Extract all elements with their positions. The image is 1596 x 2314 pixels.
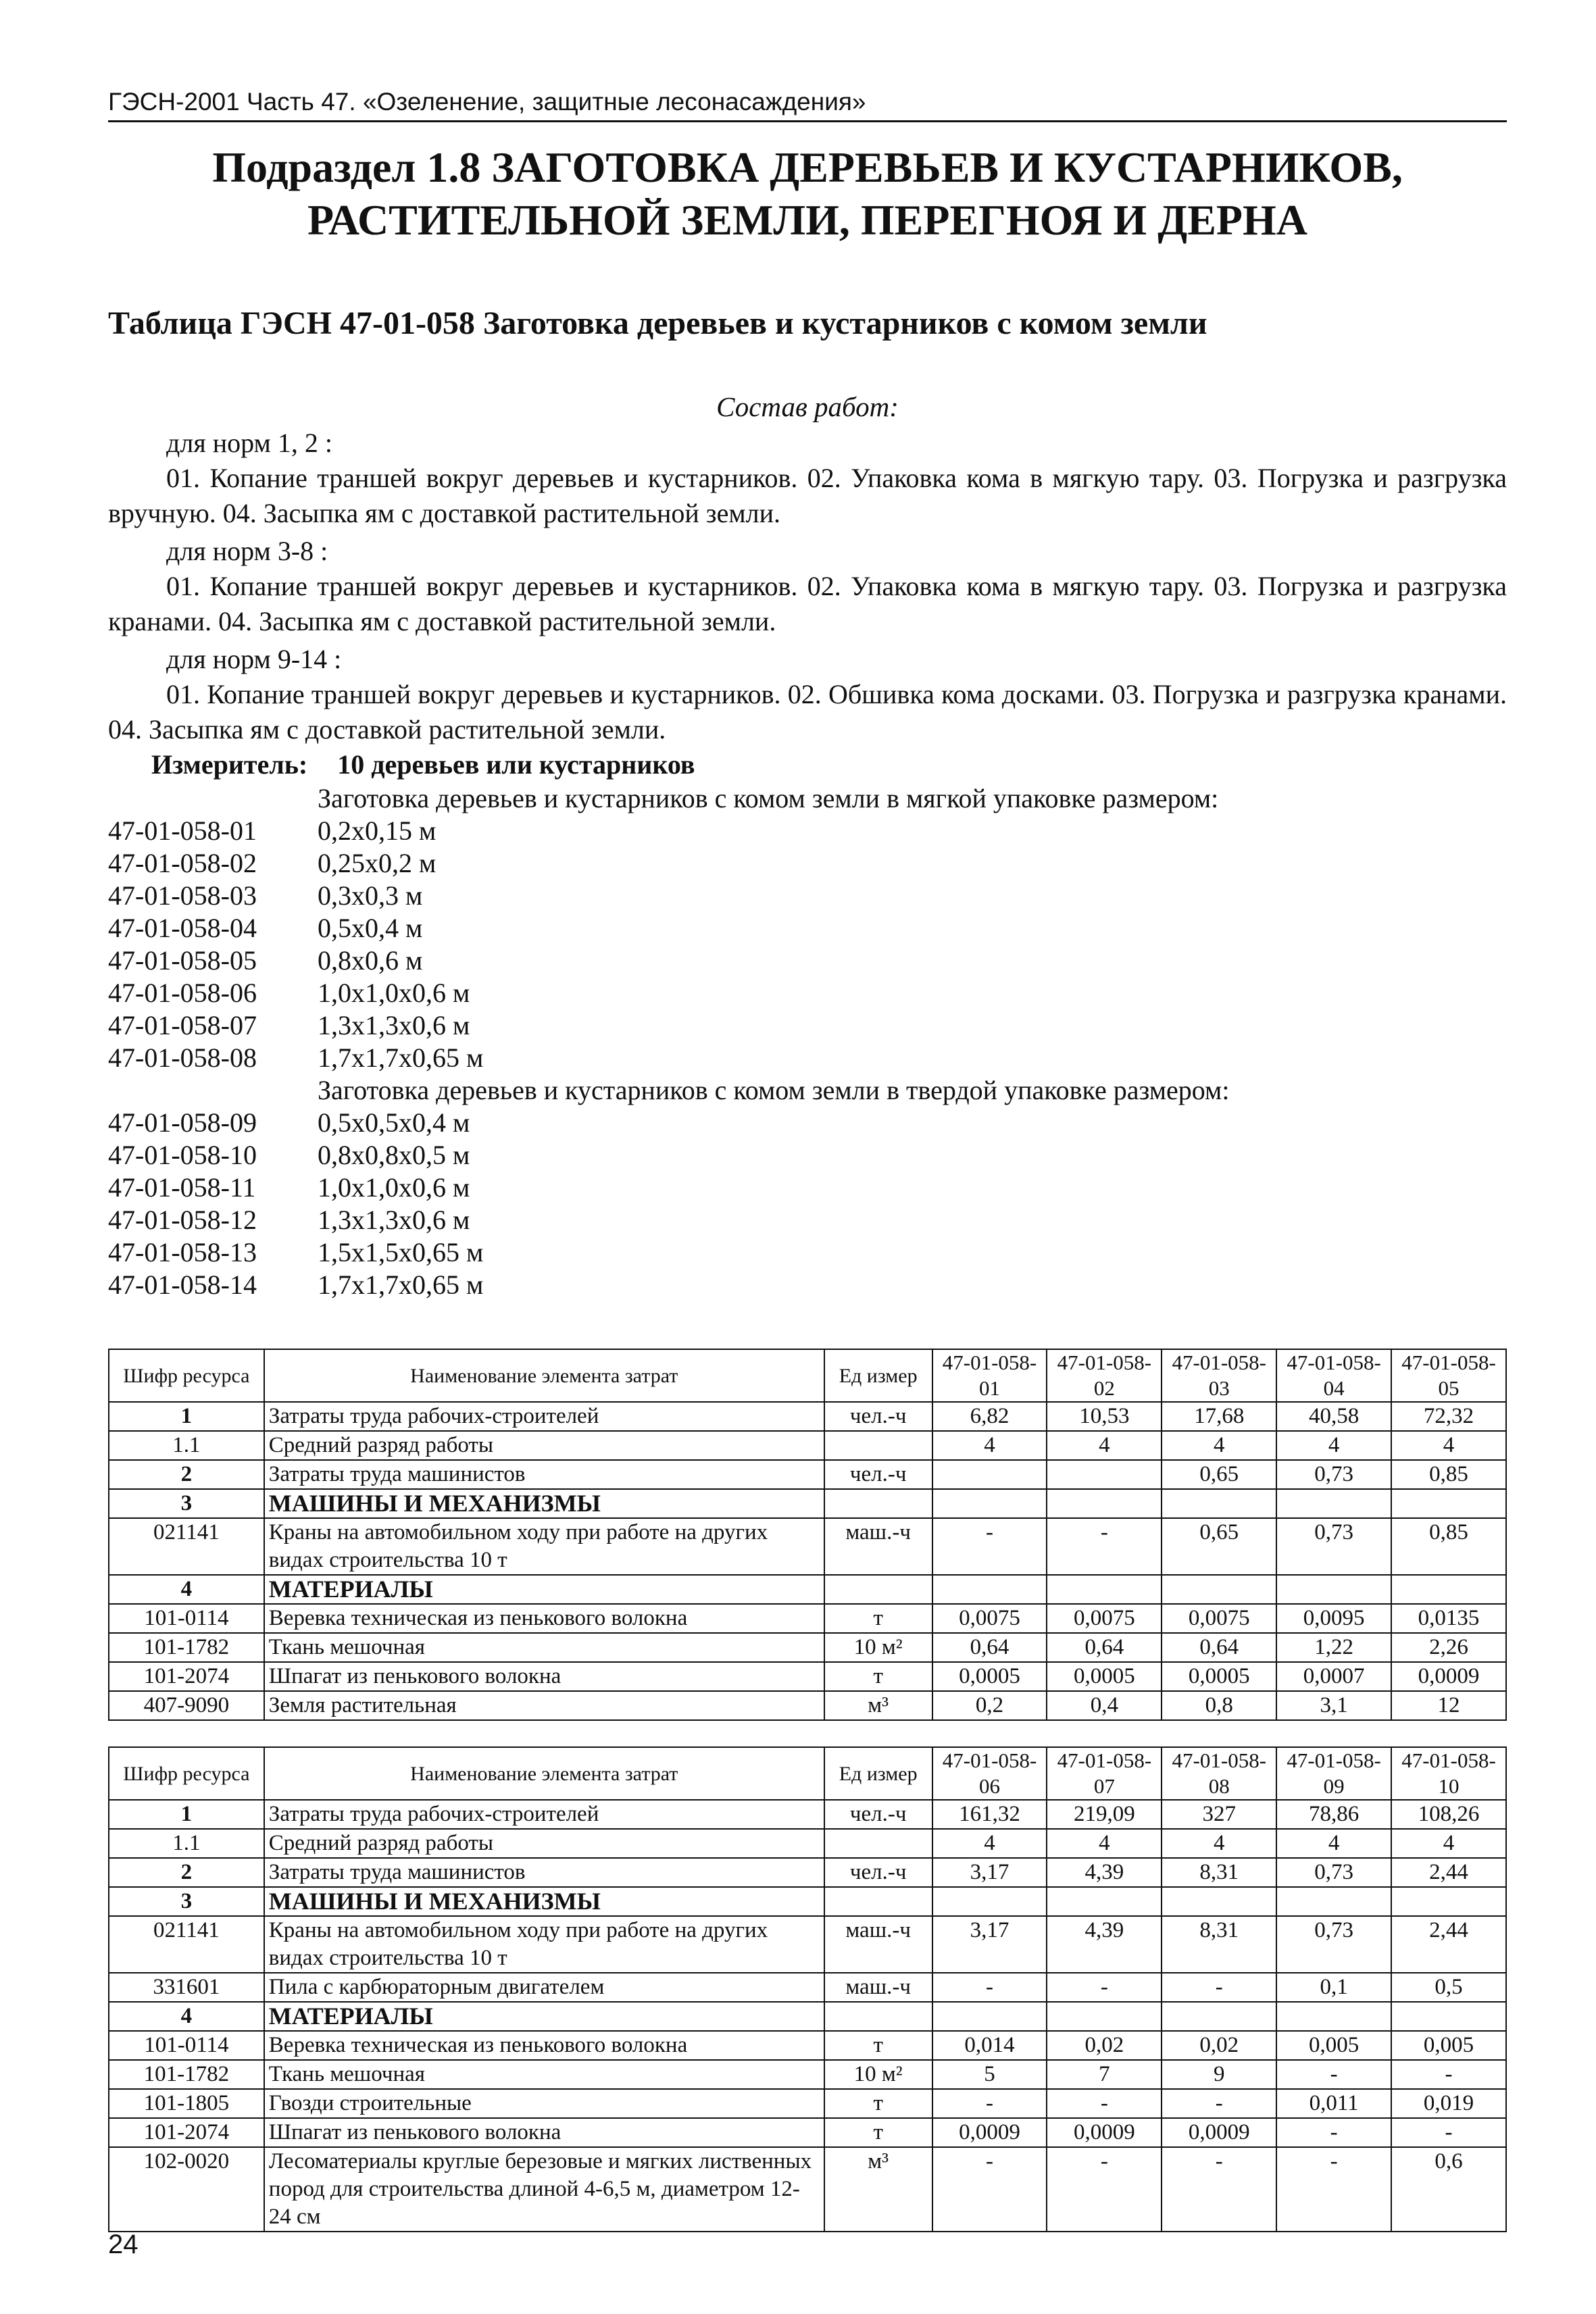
resource-unit: маш.-ч — [824, 1916, 932, 1973]
resource-unit: м³ — [824, 2147, 932, 2232]
resource-value: 17,68 — [1162, 1402, 1276, 1431]
table-row — [109, 1633, 1506, 1662]
norm-code-row — [108, 1009, 1507, 1042]
resource-value: - — [1276, 2118, 1391, 2147]
subsection-title-line-1: Подраздел 1.8 ЗАГОТОВКА ДЕРЕВЬЕВ И КУСТАРНИКОВ, — [212, 143, 1403, 191]
resource-value: 0,85 — [1391, 1518, 1506, 1575]
norm-code-row — [108, 815, 1507, 847]
resource-value: - — [932, 1973, 1047, 2002]
norm-size: 1,0х1,0х0,6 м — [318, 1172, 470, 1203]
norm-size: 1,7х1,7х0,65 м — [318, 1269, 484, 1300]
resource-unit — [824, 1829, 932, 1858]
resource-value: 8,31 — [1162, 1916, 1276, 1973]
resource-value: 78,86 — [1276, 1800, 1391, 1829]
resource-value: 8,31 — [1162, 1858, 1276, 1887]
resource-value: 0,65 — [1162, 1518, 1276, 1575]
resource-value: 0,0005 — [1162, 1662, 1276, 1691]
resource-code: 021141 — [109, 1518, 264, 1575]
resource-value: 0,02 — [1047, 2031, 1162, 2060]
resource-value: - — [1162, 1973, 1276, 2002]
resource-value — [1047, 2002, 1162, 2031]
resource-code: 102-0020 — [109, 2147, 264, 2232]
resource-value: 0,02 — [1162, 2031, 1276, 2060]
table-row — [109, 1662, 1506, 1691]
resource-code: 1 — [109, 1402, 264, 1431]
norm-code: 47-01-058-01 — [108, 815, 257, 846]
resource-name: Шпагат из пенькового волокна — [264, 2118, 824, 2147]
resource-value: 12 — [1391, 1691, 1506, 1720]
resource-name: Веревка техническая из пенькового волокна — [264, 2031, 824, 2060]
resource-value: 9 — [1162, 2060, 1276, 2089]
norm-size: 0,25х0,2 м — [318, 848, 437, 878]
header-norm: 47-01-058-09 — [1276, 1747, 1391, 1800]
resource-value — [1047, 1489, 1162, 1518]
resource-value — [1047, 1460, 1162, 1489]
resource-value: 72,32 — [1391, 1402, 1506, 1431]
resource-value: 2,26 — [1391, 1633, 1506, 1662]
resource-value: 0,5 — [1391, 1973, 1506, 2002]
resource-value: 0,0009 — [1391, 1662, 1506, 1691]
norm-code-row — [108, 1107, 1507, 1139]
resource-name: Затраты труда машинистов — [264, 1460, 824, 1489]
norm-code: 47-01-058-03 — [108, 880, 257, 911]
resource-code: 101-2074 — [109, 1662, 264, 1691]
norm-code: 47-01-058-12 — [108, 1205, 257, 1235]
resource-value: 0,005 — [1391, 2031, 1506, 2060]
resource-code: 3 — [109, 1887, 264, 1916]
table-header-row — [109, 1349, 1506, 1402]
norm-code-row — [108, 1139, 1507, 1172]
resource-code: 4 — [109, 1575, 264, 1604]
table-row — [109, 1829, 1506, 1858]
table-row — [109, 1691, 1506, 1720]
resource-value — [1276, 1887, 1391, 1916]
norm-code-row — [108, 847, 1507, 880]
resource-value: 0,64 — [1047, 1633, 1162, 1662]
norm-code: 47-01-058-13 — [108, 1237, 257, 1267]
resource-value — [1391, 2002, 1506, 2031]
norm-size: 1,7х1,7х0,65 м — [318, 1042, 484, 1073]
resource-value: 10,53 — [1047, 1402, 1162, 1431]
norm-code-row — [108, 912, 1507, 945]
header-unit: Ед измер — [824, 1747, 932, 1800]
norm-size: 0,8х0,6 м — [318, 945, 423, 976]
table-row — [109, 2060, 1506, 2089]
resource-name: МАТЕРИАЛЫ — [264, 2002, 824, 2031]
resource-unit — [824, 1575, 932, 1604]
norm-code-row — [108, 977, 1507, 1009]
table-row — [109, 1575, 1506, 1604]
hard-pack-list — [108, 1107, 1507, 1301]
norm-size: 0,3х0,3 м — [318, 880, 423, 911]
resource-value: - — [1391, 2060, 1506, 2089]
table-row — [109, 1431, 1506, 1460]
resource-unit: м³ — [824, 1691, 932, 1720]
table-row — [109, 2002, 1506, 2031]
resource-value: 0,85 — [1391, 1460, 1506, 1489]
norm-size: 1,0х1,0х0,6 м — [318, 978, 470, 1008]
resource-value: 4 — [1162, 1829, 1276, 1858]
resource-value: 0,64 — [1162, 1633, 1276, 1662]
resource-code: 101-2074 — [109, 2118, 264, 2147]
resource-unit — [824, 1489, 932, 1518]
composition-heading: Состав работ: — [716, 391, 899, 422]
resource-value — [1391, 1489, 1506, 1518]
document-page — [108, 88, 1507, 2232]
measure-label: Измеритель: — [151, 749, 308, 780]
resource-value: 219,09 — [1047, 1800, 1162, 1829]
resource-unit — [824, 1887, 932, 1916]
measure-line — [108, 747, 1507, 782]
resource-name: Шпагат из пенькового волокна — [264, 1662, 824, 1691]
header-norm: 47-01-058-10 — [1391, 1747, 1506, 1800]
resource-name: Ткань мешочная — [264, 2060, 824, 2089]
norm-size: 0,5х0,5х0,4 м — [318, 1107, 470, 1138]
table-row — [109, 2147, 1506, 2232]
resource-name: МАШИНЫ И МЕХАНИЗМЫ — [264, 1887, 824, 1916]
norm-group-label: для норм 9-14 : — [166, 644, 342, 674]
resource-unit: т — [824, 2118, 932, 2147]
resource-name: Веревка техническая из пенькового волокна — [264, 1604, 824, 1633]
resource-value: - — [1391, 2118, 1506, 2147]
resource-name: Лесоматериалы круглые березовые и мягких лиственных пород для строительства длиной 4-6,5 м, диаметром 12-24 см — [264, 2147, 824, 2232]
resource-unit: маш.-ч — [824, 1518, 932, 1575]
resource-value — [932, 1489, 1047, 1518]
norm-code: 47-01-058-10 — [108, 1140, 257, 1170]
resource-value — [1276, 2002, 1391, 2031]
resource-value — [1047, 1575, 1162, 1604]
header-code: Шифр ресурса — [109, 1349, 264, 1402]
resource-table-2 — [108, 1746, 1507, 2232]
resource-value: 0,2 — [932, 1691, 1047, 1720]
resource-table-1 — [108, 1349, 1507, 1721]
composition-group-3 — [108, 642, 1507, 747]
header-norm: 47-01-058-05 — [1391, 1349, 1506, 1402]
norm-code: 47-01-058-11 — [108, 1172, 256, 1203]
composition-group-1 — [108, 426, 1507, 531]
resource-name: МАТЕРИАЛЫ — [264, 1575, 824, 1604]
norm-code-row — [108, 1204, 1507, 1236]
resource-name: Затраты труда рабочих-строителей — [264, 1402, 824, 1431]
resource-value: - — [932, 2147, 1047, 2232]
norm-code: 47-01-058-09 — [108, 1107, 257, 1138]
resource-value: 40,58 — [1276, 1402, 1391, 1431]
header-norm: 47-01-058-07 — [1047, 1747, 1162, 1800]
header-norm: 47-01-058-04 — [1276, 1349, 1391, 1402]
resource-value: 0,019 — [1391, 2089, 1506, 2118]
resource-unit: чел.-ч — [824, 1460, 932, 1489]
resource-value: 3,17 — [932, 1916, 1047, 1973]
resource-value: 0,014 — [932, 2031, 1047, 2060]
resource-unit: чел.-ч — [824, 1800, 932, 1829]
norm-code: 47-01-058-06 — [108, 978, 257, 1008]
resource-value: - — [1047, 2147, 1162, 2232]
resource-name: МАШИНЫ И МЕХАНИЗМЫ — [264, 1489, 824, 1518]
header-norm: 47-01-058-06 — [932, 1747, 1047, 1800]
resource-value: 0,0007 — [1276, 1662, 1391, 1691]
resource-name: Гвозди строительные — [264, 2089, 824, 2118]
norm-size: 1,3х1,3х0,6 м — [318, 1205, 470, 1235]
norm-size: 1,5х1,5х0,65 м — [318, 1237, 484, 1267]
resource-value: 0,64 — [932, 1633, 1047, 1662]
resource-value: 0,73 — [1276, 1518, 1391, 1575]
resource-name: Ткань мешочная — [264, 1633, 824, 1662]
resource-value: 0,011 — [1276, 2089, 1391, 2118]
resource-value: 0,0135 — [1391, 1604, 1506, 1633]
resource-value — [1162, 1489, 1276, 1518]
norm-group-text: 01. Копание траншей вокруг деревьев и кустарников. 02. Упаковка кома в мягкую тару. 03. Погрузка и разгрузка вручную. 04. Засыпка ям с доставкой растительной земли. — [108, 463, 1507, 528]
resource-value — [1162, 2002, 1276, 2031]
norm-code: 47-01-058-02 — [108, 848, 257, 878]
table-row — [109, 2031, 1506, 2060]
resource-value: - — [1162, 2147, 1276, 2232]
running-header: ГЭСН-2001 Часть 47. «Озеленение, защитные лесонасаждения» — [108, 88, 1507, 122]
norm-group-text: 01. Копание траншей вокруг деревьев и кустарников. 02. Обшивка кома досками. 03. Погрузка и разгрузка кранами. 04. Засыпка ям с доставкой растительной земли. — [108, 679, 1507, 745]
resource-value: 0,0005 — [1047, 1662, 1162, 1691]
resource-unit: чел.-ч — [824, 1402, 932, 1431]
resource-code: 1.1 — [109, 1431, 264, 1460]
soft-pack-list — [108, 815, 1507, 1074]
resource-value: 4 — [1162, 1431, 1276, 1460]
page-number: 24 — [108, 2230, 139, 2259]
resource-unit: т — [824, 1604, 932, 1633]
resource-value: 7 — [1047, 2060, 1162, 2089]
resource-value — [1276, 1489, 1391, 1518]
norm-code-row — [108, 1236, 1507, 1269]
resource-value — [1276, 1575, 1391, 1604]
norm-code-row — [108, 945, 1507, 977]
resource-value: 2,44 — [1391, 1916, 1506, 1973]
resource-value: 6,82 — [932, 1402, 1047, 1431]
resource-value: 327 — [1162, 1800, 1276, 1829]
table-row — [109, 1604, 1506, 1633]
norm-code-row — [108, 1269, 1507, 1301]
resource-value: 4 — [932, 1431, 1047, 1460]
norm-code: 47-01-058-04 — [108, 913, 257, 943]
subsection-title-line-2: РАСТИТЕЛЬНОЙ ЗЕМЛИ, ПЕРЕГНОЯ И ДЕРНА — [307, 196, 1307, 244]
resource-value: 0,005 — [1276, 2031, 1391, 2060]
resource-value — [932, 1887, 1047, 1916]
resource-value: 0,0075 — [1162, 1604, 1276, 1633]
table-row — [109, 1858, 1506, 1887]
resource-unit: 10 м² — [824, 2060, 932, 2089]
resource-value: 3,17 — [932, 1858, 1047, 1887]
resource-code: 021141 — [109, 1916, 264, 1973]
resource-value: 2,44 — [1391, 1858, 1506, 1887]
resource-value: 0,65 — [1162, 1460, 1276, 1489]
resource-value — [1162, 1575, 1276, 1604]
resource-code: 2 — [109, 1460, 264, 1489]
table-row — [109, 1916, 1506, 1973]
norm-code-row — [108, 880, 1507, 912]
resource-value: 4 — [1391, 1431, 1506, 1460]
resource-value: - — [1276, 2060, 1391, 2089]
header-norm: 47-01-058-02 — [1047, 1349, 1162, 1402]
header-name: Наименование элемента затрат — [264, 1349, 824, 1402]
resource-name: Пила с карбюраторным двигателем — [264, 1973, 824, 2002]
resource-name: Затраты труда машинистов — [264, 1858, 824, 1887]
resource-value: 0,0009 — [1047, 2118, 1162, 2147]
resource-name: Средний разряд работы — [264, 1431, 824, 1460]
resource-code: 3 — [109, 1489, 264, 1518]
resource-code: 101-0114 — [109, 2031, 264, 2060]
resource-value — [1047, 1887, 1162, 1916]
resource-value — [932, 1460, 1047, 1489]
subsection-title — [108, 141, 1507, 247]
norm-code-row — [108, 1172, 1507, 1204]
norm-code: 47-01-058-14 — [108, 1269, 257, 1300]
measure-value: 10 деревьев или кустарников — [337, 749, 695, 780]
header-code: Шифр ресурса — [109, 1747, 264, 1800]
resource-value: 4 — [1276, 1431, 1391, 1460]
resource-unit: т — [824, 1662, 932, 1691]
resource-value: 0,0075 — [932, 1604, 1047, 1633]
resource-code: 101-1782 — [109, 2060, 264, 2089]
header-norm: 47-01-058-01 — [932, 1349, 1047, 1402]
soft-pack-heading: Заготовка деревьев и кустарников с комом земли в мягкой упаковке размером: — [318, 783, 1219, 813]
resource-code: 407-9090 — [109, 1691, 264, 1720]
resource-value: 0,1 — [1276, 1973, 1391, 2002]
resource-code: 2 — [109, 1858, 264, 1887]
header-unit: Ед измер — [824, 1349, 932, 1402]
resource-value: - — [1047, 1973, 1162, 2002]
norm-code: 47-01-058-07 — [108, 1010, 257, 1040]
resource-code: 1.1 — [109, 1829, 264, 1858]
table-row — [109, 1887, 1506, 1916]
resource-value — [1391, 1575, 1506, 1604]
table-row — [109, 2118, 1506, 2147]
resource-value: 3,1 — [1276, 1691, 1391, 1720]
resource-value: - — [1276, 2147, 1391, 2232]
table-row — [109, 2089, 1506, 2118]
table-header-row — [109, 1747, 1506, 1800]
resource-value: - — [932, 1518, 1047, 1575]
resource-unit: 10 м² — [824, 1633, 932, 1662]
header-name: Наименование элемента затрат — [264, 1747, 824, 1800]
resource-code: 4 — [109, 2002, 264, 2031]
table-row — [109, 1460, 1506, 1489]
resource-value: 161,32 — [932, 1800, 1047, 1829]
resource-value: 0,0075 — [1047, 1604, 1162, 1633]
table-row — [109, 1800, 1506, 1829]
resource-value: - — [1047, 1518, 1162, 1575]
resource-value: 1,22 — [1276, 1633, 1391, 1662]
resource-value: 5 — [932, 2060, 1047, 2089]
resource-unit — [824, 1431, 932, 1460]
resource-value: 0,0009 — [1162, 2118, 1276, 2147]
resource-value: 108,26 — [1391, 1800, 1506, 1829]
resource-value: 0,0009 — [932, 2118, 1047, 2147]
resource-value: 0,73 — [1276, 1460, 1391, 1489]
resource-unit: маш.-ч — [824, 1973, 932, 2002]
resource-value: 0,0005 — [932, 1662, 1047, 1691]
resource-value: 0,8 — [1162, 1691, 1276, 1720]
resource-value: 0,0095 — [1276, 1604, 1391, 1633]
resource-value — [1391, 1887, 1506, 1916]
resource-value: 4,39 — [1047, 1916, 1162, 1973]
resource-value: 4 — [932, 1829, 1047, 1858]
resource-unit: т — [824, 2031, 932, 2060]
resource-value: 0,73 — [1276, 1916, 1391, 1973]
norm-size: 0,5х0,4 м — [318, 913, 423, 943]
resource-unit — [824, 2002, 932, 2031]
resource-value: - — [1162, 2089, 1276, 2118]
table-title: Таблица ГЭСН 47-01-058 Заготовка деревьев и кустарников с комом земли — [108, 305, 1207, 341]
resource-unit: т — [824, 2089, 932, 2118]
resource-code: 101-0114 — [109, 1604, 264, 1633]
composition-group-2 — [108, 534, 1507, 639]
norm-code: 47-01-058-05 — [108, 945, 257, 976]
norm-size: 1,3х1,3х0,6 м — [318, 1010, 470, 1040]
resource-name: Затраты труда рабочих-строителей — [264, 1800, 824, 1829]
table-row — [109, 1489, 1506, 1518]
norm-code: 47-01-058-08 — [108, 1042, 257, 1073]
resource-name: Краны на автомобильном ходу при работе на других видах строительства 10 т — [264, 1916, 824, 1973]
resource-name: Краны на автомобильном ходу при работе на других видах строительства 10 т — [264, 1518, 824, 1575]
resource-value: 4 — [1047, 1431, 1162, 1460]
resource-value: 0,6 — [1391, 2147, 1506, 2232]
table-row — [109, 1518, 1506, 1575]
table-row — [109, 1973, 1506, 2002]
norm-group-label: для норм 3-8 : — [166, 536, 328, 566]
resource-value — [932, 1575, 1047, 1604]
resource-code: 101-1782 — [109, 1633, 264, 1662]
norm-code-row — [108, 1042, 1507, 1074]
resource-code: 331601 — [109, 1973, 264, 2002]
resource-code: 101-1805 — [109, 2089, 264, 2118]
resource-value: - — [932, 2089, 1047, 2118]
resource-code: 1 — [109, 1800, 264, 1829]
resource-unit: чел.-ч — [824, 1858, 932, 1887]
resource-name: Земля растительная — [264, 1691, 824, 1720]
resource-value: - — [1047, 2089, 1162, 2118]
norm-group-label: для норм 1, 2 : — [166, 428, 332, 458]
resource-value: 0,4 — [1047, 1691, 1162, 1720]
hard-pack-heading: Заготовка деревьев и кустарников с комом земли в твердой упаковке размером: — [318, 1075, 1230, 1105]
resource-value: 4 — [1047, 1829, 1162, 1858]
resource-value: 4 — [1391, 1829, 1506, 1858]
norm-group-text: 01. Копание траншей вокруг деревьев и кустарников. 02. Упаковка кома в мягкую тару. 03. Погрузка и разгрузка кранами. 04. Засыпка ям с доставкой растительной земли. — [108, 571, 1507, 636]
norm-size: 0,8х0,8х0,5 м — [318, 1140, 470, 1170]
resource-value: 0,73 — [1276, 1858, 1391, 1887]
header-norm: 47-01-058-08 — [1162, 1747, 1276, 1800]
header-norm: 47-01-058-03 — [1162, 1349, 1276, 1402]
norm-size: 0,2х0,15 м — [318, 815, 437, 846]
resource-value — [932, 2002, 1047, 2031]
resource-value: 4,39 — [1047, 1858, 1162, 1887]
resource-value: 4 — [1276, 1829, 1391, 1858]
resource-value — [1162, 1887, 1276, 1916]
resource-name: Средний разряд работы — [264, 1829, 824, 1858]
table-row — [109, 1402, 1506, 1431]
